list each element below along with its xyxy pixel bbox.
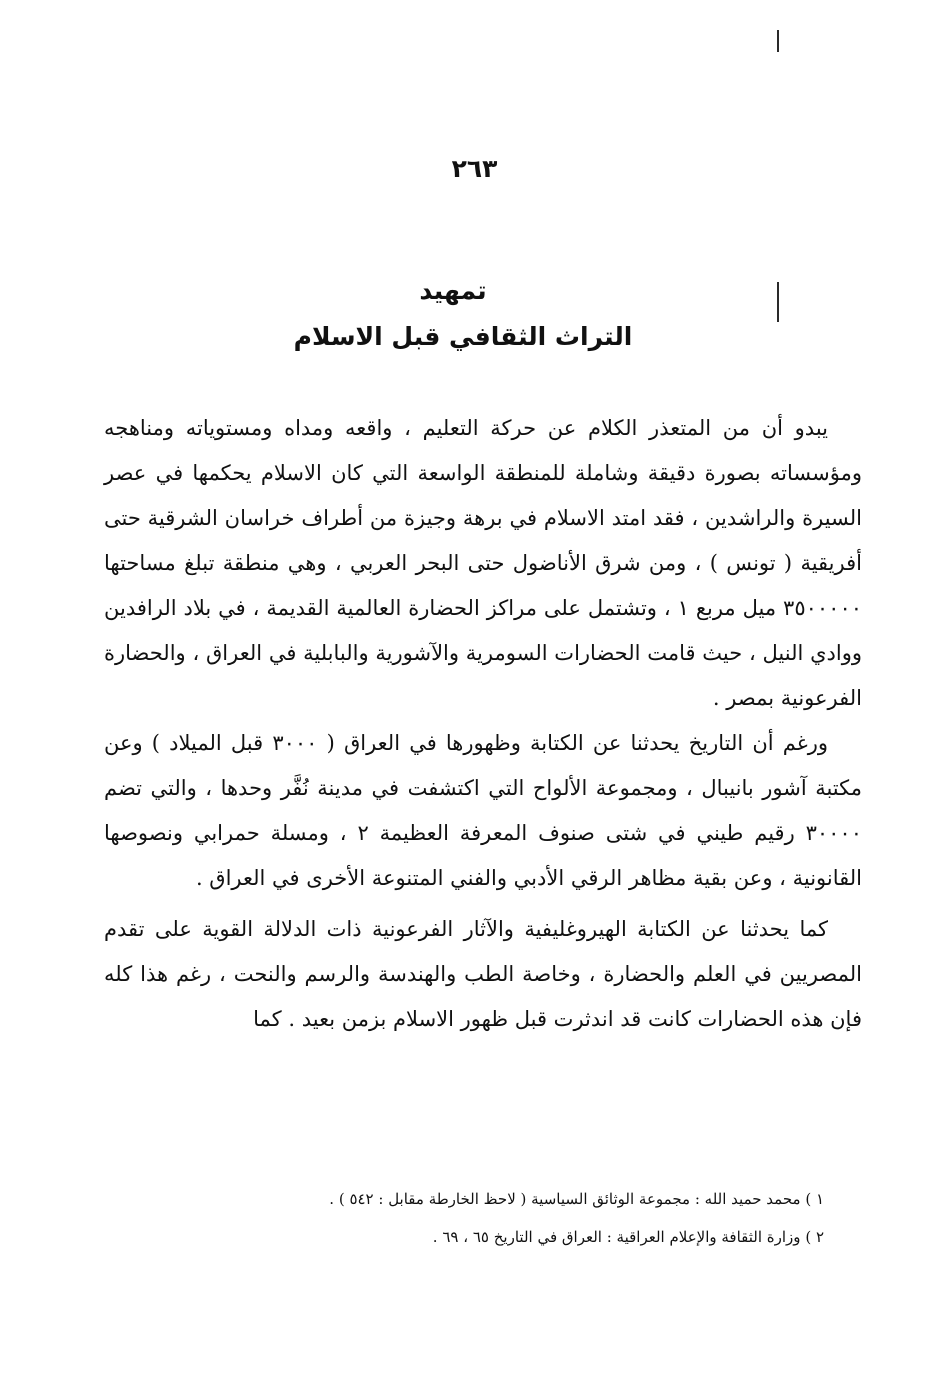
- paragraph: يبدو أن من المتعذر الكلام عن حركة التعليم ، واقعه ومداه ومستوياته ومناهجه ومؤسساته بصورة دقيقة وشاملة للمنطقة الواسعة التي كان الاسلام يحكمها في عصر السيرة والراشدين ، فقد امتد الاسلام في برهة وجيزة من أطراف خراسان الشرقية حتى أفريقية ( تونس ) ، ومن شرق الأناضول حتى البحر العربي ، وهي منطقة تبلغ مساحتها ٣٥٠٠٠٠٠ ميل مربع ١ ، وتشتمل على مراكز الحضارة العالمية القديمة ، في بلاد الرافدين ووادي النيل ، حيث قامت الحضارات السومرية والآشورية والبابلية في العراق ، والحضارة الفرعونية بمصر .: [104, 416, 863, 710]
- paragraph: ورغم أن التاريخ يحدثنا عن الكتابة وظهورها في العراق ( ٣٠٠٠ قبل الميلاد ) وعن مكتبة آشور بانيبال ، ومجموعة الألواح التي اكتشفت في مدينة نُفَّر وحدها ، والتي تضم ٣٠٠٠٠ رقيم طيني في شتى صنوف المعرفة العظيمة ٢ ، ومسلة حمرابي ونصوصها القانونية ، وعن بقية مظاهر الرقي الأدبي والفني المتنوعة الأخرى في العراق .: [104, 731, 862, 890]
- footnotes: [104, 1180, 824, 1256]
- page-number: ٢٦٣: [451, 154, 498, 183]
- footnote-1: ١ ) محمد حميد الله : مجموعة الوثائق السياسية ( لاحظ الخارطة مقابل : ٥٤٢ ) .: [329, 1190, 824, 1208]
- footnote-2: ٢ ) وزارة الثقافة والإعلام العراقية : العراق في التاريخ ٦٥ ، ٦٩ .: [432, 1228, 824, 1246]
- body-text: [104, 406, 862, 1042]
- paragraph: كما يحدثنا عن الكتابة الهيروغليفية والآثار الفرعونية ذات الدلالة القوية على تقدم المصريين في العلم والحضارة ، وخاصة الطب والهندسة والرسم والنحت ، رغم هذا كله فإن هذه الحضارات كانت قد اندثرت قبل ظهور الاسلام بزمن بعيد . كما: [104, 917, 862, 1031]
- scan-margin-line-top: [777, 30, 779, 52]
- chapter-title: التراث الثقافي قبل الاسلام: [293, 322, 633, 351]
- chapter-label: تمهيد: [419, 276, 487, 305]
